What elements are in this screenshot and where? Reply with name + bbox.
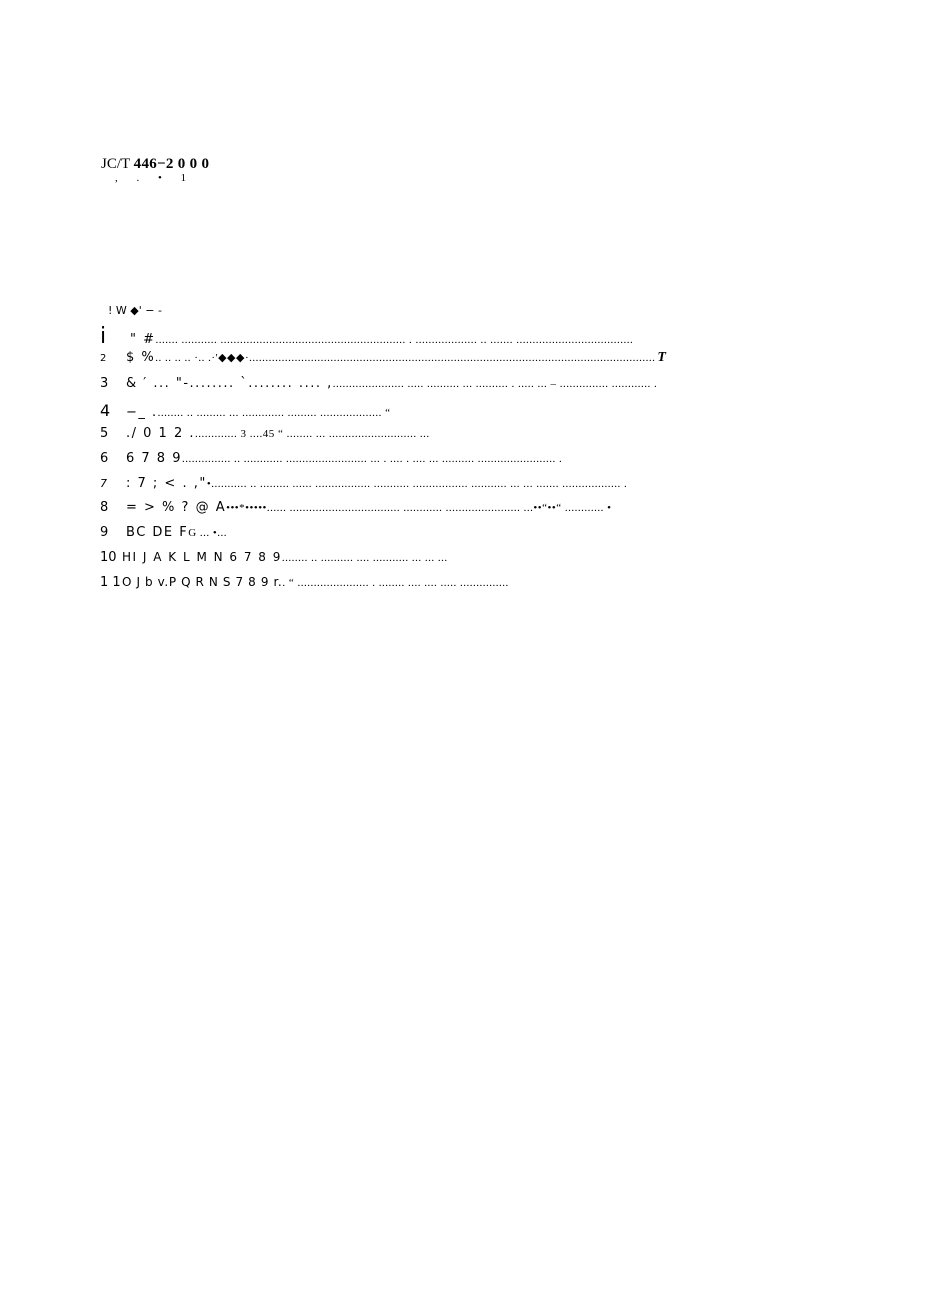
- toc-entry[interactable]: [100, 426, 820, 448]
- toc-entry-title: −_ .: [126, 405, 158, 420]
- toc-leader: ............. 3 ....45 “ ........ ... ........................... ...: [195, 428, 430, 440]
- toc-entry-number: i: [100, 324, 107, 346]
- toc-entry-title: = > % ? @ A: [126, 500, 227, 515]
- toc-entry[interactable]: [100, 575, 820, 597]
- toc-leader: •••*•••••...... .................................. ............ ....................... ...••“••“ ............ •: [226, 502, 612, 514]
- toc-entry[interactable]: [100, 350, 820, 372]
- toc-entry-title: 6 7 8 9: [126, 451, 182, 466]
- toc-entry-number: 6: [100, 451, 109, 466]
- toc-entry-number: 8: [100, 500, 109, 515]
- toc-entry-number: 2: [100, 353, 107, 364]
- toc-leader: . “ ...................... . ........ .... .... ..... ...............: [282, 577, 509, 589]
- standard-prefix: JC/T: [101, 156, 130, 172]
- toc-entry[interactable]: [100, 550, 820, 572]
- toc-entry-number: 7: [100, 477, 107, 490]
- toc-entry[interactable]: [100, 376, 820, 398]
- toc-entry-title: : 7 ; < . ,": [126, 476, 207, 491]
- toc-entry-title: O J b v.P Q R N S 7 8 9 r.: [122, 575, 283, 589]
- standard-number: 446−2 0 0 0: [133, 156, 210, 172]
- toc-entry[interactable]: [100, 451, 820, 473]
- toc-leader: •........... .. ......... ...... ................. ........... ................. ........... ... ... ....... .................. .: [206, 478, 628, 490]
- toc-entry-page: T: [657, 350, 666, 365]
- toc-entry[interactable]: [100, 500, 820, 522]
- toc-leader: ....... ........... ......................................................... . ................... .. ....... ....................................: [155, 334, 634, 346]
- toc-entry[interactable]: [100, 525, 820, 547]
- toc-entry-title: ./ 0 1 2 .: [126, 426, 195, 441]
- toc-entry-number: 1 1: [100, 575, 121, 590]
- toc-entry-number: 10: [100, 550, 117, 565]
- toc-leader: G ... •...: [188, 527, 228, 539]
- toc-heading: ! W ◆' − -: [108, 304, 162, 317]
- toc-entry-number: 3: [100, 376, 109, 391]
- toc-entry[interactable]: [100, 401, 820, 423]
- header-marks: , . • 1: [115, 172, 195, 184]
- toc-entry-title: $ %: [126, 350, 156, 365]
- toc-entry[interactable]: [100, 476, 820, 498]
- toc-leader: ...................... ..... .......... ... .......... . ..... ... – ............... ............ .: [332, 378, 658, 390]
- toc-leader: ........ .. ......... ... ............. ......... ................... “: [157, 407, 391, 419]
- toc-entry-number: 9: [100, 525, 109, 540]
- toc-entry-title: BC DE F: [126, 525, 189, 540]
- toc-leader: ............... .. ............ ......................... ... . .... . .... ... .......... ........................ .: [181, 453, 563, 465]
- toc-entry-title: HI J A K L M N 6 7 8 9: [122, 550, 282, 564]
- toc-entry-number: 5: [100, 426, 109, 441]
- toc-leader: .. .. .. .. ·.. .·'◆◆◆·.............................................................................................................................: [155, 352, 656, 364]
- standard-code-header: [101, 156, 209, 173]
- toc-leader: ........ .. .......... .... ........... ... ... ...: [281, 552, 448, 564]
- toc-entry-number: 4: [100, 401, 111, 420]
- toc-entry-title: " #: [130, 332, 156, 346]
- toc-entry-title: & ′ ... "-........ `........ .... ,: [126, 376, 333, 391]
- toc-entry[interactable]: [100, 324, 820, 346]
